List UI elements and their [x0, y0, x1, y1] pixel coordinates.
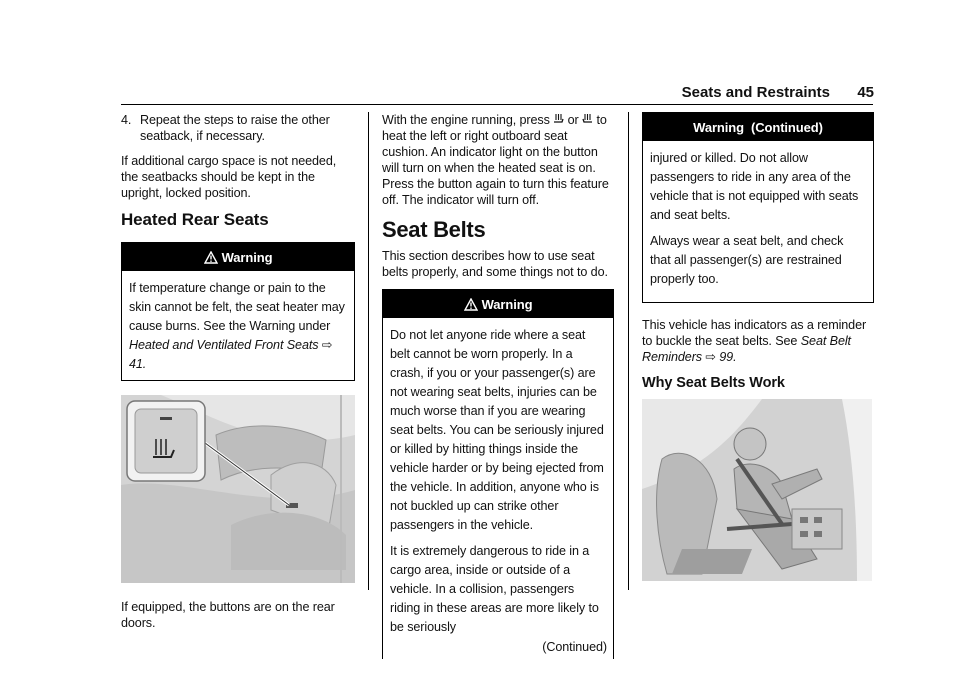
reminder-paragraph	[642, 317, 874, 365]
warning-box-continued	[642, 112, 874, 303]
warning-link[interactable]: Heated and Ventilated Front Seats	[129, 338, 319, 352]
warning-title: Warning	[481, 297, 533, 312]
page-ref-icon: ⇨	[705, 350, 716, 364]
reminder-link[interactable]: Seat Belt Reminders	[642, 334, 851, 364]
step-number: 4.	[121, 113, 132, 127]
seat-belt-image	[642, 399, 874, 585]
rear-door-image	[121, 395, 355, 587]
warning-triangle-icon	[204, 245, 218, 275]
continued-label: (Continued)	[542, 640, 607, 654]
warning-paragraph-1: Do not let anyone ride where a seat belt cannot be worn properly. In a crash, if you or your passenger(s) are not wearing seat belts, injuries can be much worse than if you are wearing seat belts. You can be seriously injured or killed by hitting things inside the vehicle harder or by being ejected from the vehicle. In addition, anyone who is not buckled up can strike other passengers in the vehicle.	[390, 328, 604, 532]
warning-paragraph-1: injured or killed. Do not allow passengers to ride in any area of the vehicle that is not equipped with seats and seat belts.	[650, 151, 859, 222]
right-seat-heater-icon	[582, 113, 593, 127]
page-number: 45	[857, 84, 874, 101]
heated-seat-paragraph	[382, 112, 614, 208]
column-1	[121, 112, 355, 640]
warning-ref-page[interactable]: 41.	[129, 357, 147, 371]
warning-paragraph-2: Always wear a seat belt, and check that all passenger(s) are restrained properly too.	[650, 234, 844, 286]
cargo-paragraph: If additional cargo space is not needed, the seatbacks should be kept in the upright, locked position.	[121, 154, 337, 200]
intro-paragraph: This section describes how to use seat belts properly, and some things not to do.	[382, 249, 608, 279]
column-2	[382, 112, 614, 673]
column-divider-1	[368, 112, 369, 590]
warning-header	[383, 290, 613, 318]
warning-header	[122, 243, 354, 271]
crash-dummy-illustration	[642, 399, 872, 581]
warning-body	[643, 141, 873, 302]
section-title: Seats and Restraints	[681, 84, 830, 101]
heading-seat-belts: Seat Belts	[382, 217, 486, 242]
warning-header: Warning (Continued)	[643, 113, 873, 141]
image-caption: If equipped, the buttons are on the rear doors.	[121, 600, 335, 630]
paragraph-text: With the engine running, press	[382, 113, 550, 127]
warning-body	[383, 318, 613, 659]
step-text: Repeat the steps to raise the other seatback, if necessary.	[140, 113, 330, 143]
column-3	[642, 112, 874, 597]
left-seat-heater-icon	[553, 113, 564, 127]
warning-title: Warning	[221, 250, 273, 265]
reminder-page[interactable]: 99.	[719, 350, 737, 364]
heading-heated-rear-seats: Heated Rear Seats	[121, 210, 269, 229]
warning-paragraph-2: It is extremely dangerous to ride in a cargo area, inside or outside of a vehicle. In a collision, passengers riding in these areas are more likely to be seriously	[390, 544, 599, 634]
paragraph-text: to heat the left or right outboard seat cushion. An indicator light on the button will turn on when the heated seat is on. Press the button again to turn this feature off. The indicator will turn off.	[382, 113, 609, 207]
paragraph-text: or	[567, 113, 579, 127]
header-rule	[121, 104, 873, 105]
warning-body	[122, 271, 354, 380]
column-divider-2	[628, 112, 629, 590]
page-ref-icon: ⇨	[321, 338, 333, 352]
warning-text: If temperature change or pain to the skin cannot be felt, the seat heater may cause burns. See the Warning under	[129, 281, 345, 333]
paragraph-text: This vehicle has indicators as a reminder to buckle the seat belts. See	[642, 318, 867, 348]
warning-box-seat-belts	[382, 289, 614, 659]
heading-why-seat-belts-work: Why Seat Belts Work	[642, 375, 785, 391]
step-4	[121, 112, 355, 144]
rear-door-illustration	[121, 395, 355, 583]
warning-triangle-icon	[464, 292, 478, 322]
warning-box-heated	[121, 242, 355, 381]
